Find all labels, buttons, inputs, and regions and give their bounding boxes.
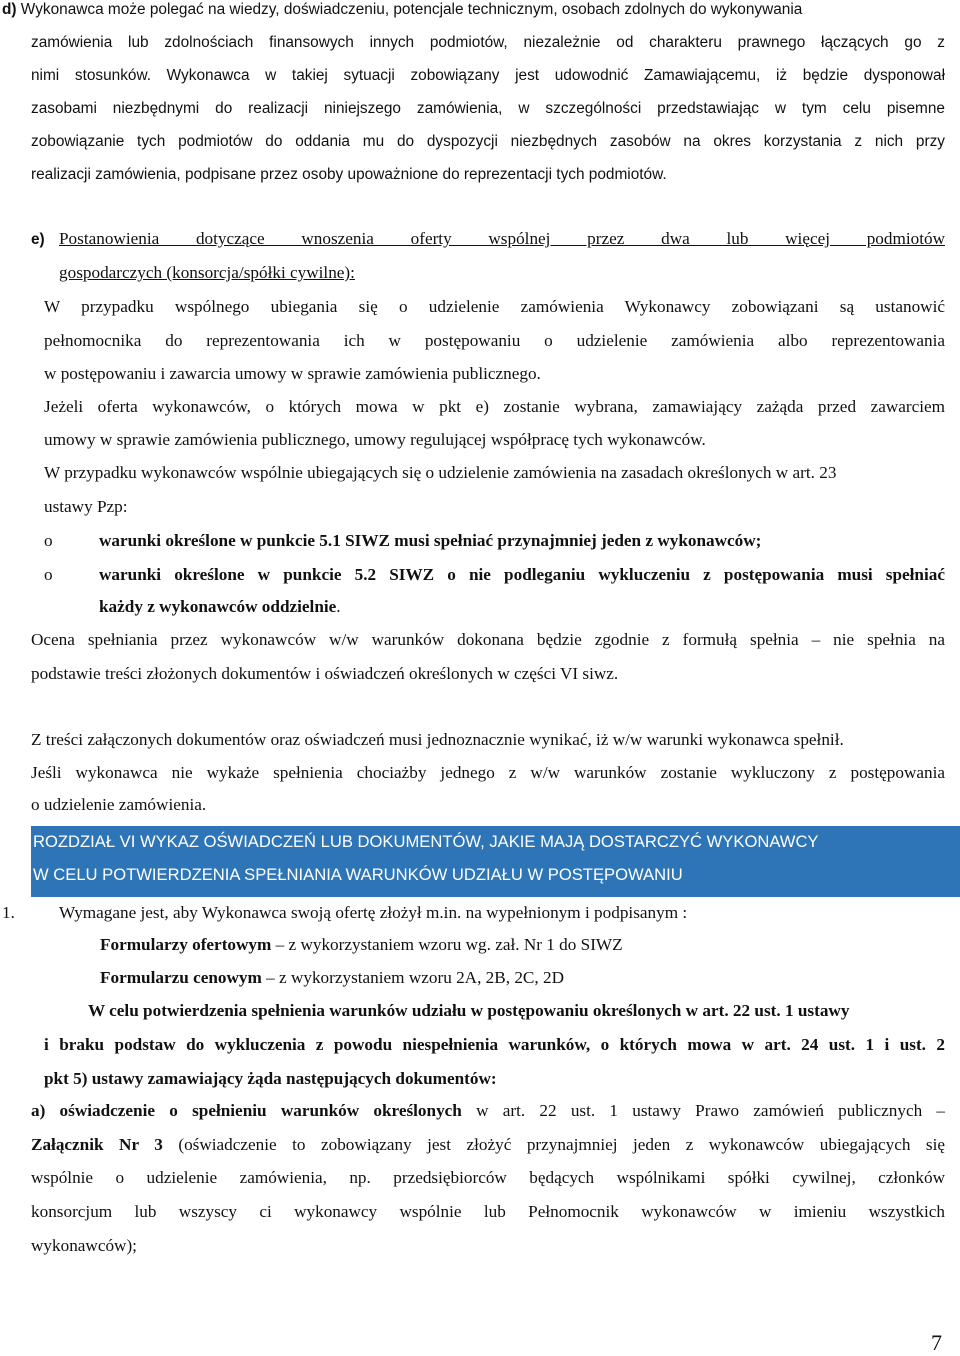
item-1-number: 1. xyxy=(2,903,15,922)
para-e-line-7: ustawy Pzp: xyxy=(44,497,128,516)
bullet-marker-1: o xyxy=(44,531,53,550)
form-price xyxy=(100,968,564,988)
form-price-bold: Formularzu cenowym xyxy=(100,968,262,987)
para-e-label-text: e) xyxy=(31,231,45,248)
requirement-line-1-bold: W celu potwierdzenia spełnienia warunków udziału w postępowaniu określonych w art. 22 ust. 1 ustawy xyxy=(88,1001,850,1020)
para-e-line-5: umowy w sprawie zamówienia publicznego, umowy regulującej współpracę tych wykonawców. xyxy=(44,430,706,449)
item-a-rest-2: (oświadczenie to zobowiązany jest złożyć przynajmniej jeden z wykonawców ubiegających się xyxy=(162,1135,945,1154)
item-a-rest: w art. 22 ust. 1 ustawy Prawo zamówień publicznych – xyxy=(461,1101,945,1120)
bullet-text-2-tail: . xyxy=(336,597,341,616)
page-number: 7 xyxy=(931,1330,942,1355)
conclusion-line-2: Jeśli wykonawca nie wykaże spełnienia chociażby jednego z w/w warunków zostanie wykluczony z postępowania xyxy=(31,763,945,782)
para-e-label xyxy=(31,230,45,250)
para-d-text-1: Wykonawca może polegać na wiedzy, doświadczeniu, potencjale technicznym, osobach zdolnych do wykonywania xyxy=(16,1,803,18)
requirement-line-2-bold: i braku podstaw do wykluczenia z powodu niespełnienia warunków, o których mowa w art. 24 ust. 1 i ust. 2 xyxy=(44,1035,945,1054)
bullet-marker-2: o xyxy=(44,565,53,584)
para-e-heading-1: Postanowienia dotyczące wnoszenia oferty wspólnej przez dwa lub więcej podmiotów xyxy=(59,229,945,248)
para-d-line-6: realizacji zamówienia, podpisane przez osoby upoważnione do reprezentacji tych podmiotów. xyxy=(31,166,667,183)
form-offer-rest: – z wykorzystaniem wzoru wg. zał. Nr 1 do SIWZ xyxy=(271,935,623,954)
assessment-line-2: podstawie treści złożonych dokumentów i oświadczeń określonych w części VI siwz. xyxy=(31,664,619,683)
item-a-line-4: konsorcjum lub wszyscy ci wykonawcy wspólnie lub Pełnomocnik wykonawców w imieniu wszystkich xyxy=(31,1202,945,1221)
chapter-heading-band xyxy=(31,826,960,897)
requirement-line-3 xyxy=(44,1069,497,1089)
bullet-text-2-bold: warunki określone w punkcie 5.2 SIWZ o nie podleganiu wykluczeniu z postępowania musi spełniać xyxy=(99,565,945,584)
item-1-text: Wymagane jest, aby Wykonawca swoją ofertę złożył m.in. na wypełnionym i podpisanym : xyxy=(59,903,688,922)
chapter-heading-line-1: ROZDZIAŁ VI WYKAZ OŚWIADCZEŃ LUB DOKUMENTÓW, JAKIE MAJĄ DOSTARCZYĆ WYKONAWCY xyxy=(33,832,819,851)
para-d-line-5: zobowiązanie tych podmiotów do oddania mu do dyspozycji niezbędnych zasobów na okres korzystania z nich przy xyxy=(31,133,945,150)
para-d-label: d) xyxy=(2,1,17,18)
bullet-text-2-cont xyxy=(99,597,341,617)
item-a-line-1 xyxy=(31,1101,945,1121)
item-a-bold: a) oświadczenie o spełnieniu warunków określonych xyxy=(31,1101,462,1120)
form-offer xyxy=(100,935,623,955)
para-e-line-4: Jeżeli oferta wykonawców, o których mowa w pkt e) zostanie wybrana, zamawiający zażąda przed zawarciem xyxy=(44,397,945,416)
form-price-rest: – z wykorzystaniem wzoru 2A, 2B, 2C, 2D xyxy=(261,968,564,987)
conclusion-line-1: Z treści załączonych dokumentów oraz oświadczeń musi jednoznacznie wynikać, iż w/w warunki wykonawca spełnił. xyxy=(31,730,844,749)
item-a-bold-2: Załącznik Nr 3 xyxy=(31,1135,163,1154)
bullet-text-2-cont-bold: każdy z wykonawców oddzielnie xyxy=(99,597,337,616)
bullet-text-2 xyxy=(99,565,945,585)
conclusion-line-3: o udzielenie zamówienia. xyxy=(31,795,207,814)
para-d-line-1 xyxy=(2,0,802,20)
para-d-line-2: zamówienia lub zdolnościach finansowych innych podmiotów, niezależnie od charakteru prawnego łączących go z xyxy=(31,34,945,51)
requirement-line-1 xyxy=(88,1001,849,1021)
para-e-heading-2: gospodarczych (konsorcja/spółki cywilne): xyxy=(59,263,355,282)
requirement-line-2 xyxy=(44,1035,945,1055)
bullet-text-1 xyxy=(99,531,761,551)
assessment-line-1: Ocena spełniania przez wykonawców w/w warunków dokonana będzie zgodnie z formułą spełnia – nie spełnia na xyxy=(31,630,945,649)
item-a-line-2 xyxy=(31,1135,945,1155)
para-d-line-3: nimi stosunków. Wykonawca w takiej sytuacji zobowiązany jest udowodnić Zamawiającemu, iż będzie dysponował xyxy=(31,67,945,84)
para-d-line-4: zasobami niezbędnymi do realizacji niniejszego zamówienia, w szczególności przedstawiając w tym celu pisemne xyxy=(31,100,945,117)
item-a-line-5: wykonawców); xyxy=(31,1236,137,1255)
form-offer-bold: Formularzy ofertowym xyxy=(100,935,272,954)
bullet-text-1-bold: warunki określone w punkcie 5.1 SIWZ musi spełniać przynajmniej jeden z wykonawców; xyxy=(99,531,762,550)
para-e-line-6: W przypadku wykonawców wspólnie ubiegających się o udzielenie zamówienia na zasadach określonych w art. 23 xyxy=(44,463,837,482)
para-e-line-3: w postępowaniu i zawarcia umowy w sprawie zamówienia publicznego. xyxy=(44,364,541,383)
item-a-line-3: wspólnie o udzielenie zamówienia, np. przedsiębiorców będących wspólnikami spółki cywilnej, członków xyxy=(31,1168,945,1187)
requirement-line-3-bold: pkt 5) ustawy zamawiający żąda następujących dokumentów: xyxy=(44,1069,497,1088)
para-e-line-2: pełnomocnika do reprezentowania ich w postępowaniu o udzielenie zamówienia albo reprezentowania xyxy=(44,331,945,350)
chapter-heading-line-2: W CELU POTWIERDZENIA SPEŁNIANIA WARUNKÓW UDZIAŁU W POSTĘPOWANIU xyxy=(33,865,683,884)
para-e-line-1: W przypadku wspólnego ubiegania się o udzielenie zamówienia Wykonawcy zobowiązani są ustanowić xyxy=(44,297,945,316)
